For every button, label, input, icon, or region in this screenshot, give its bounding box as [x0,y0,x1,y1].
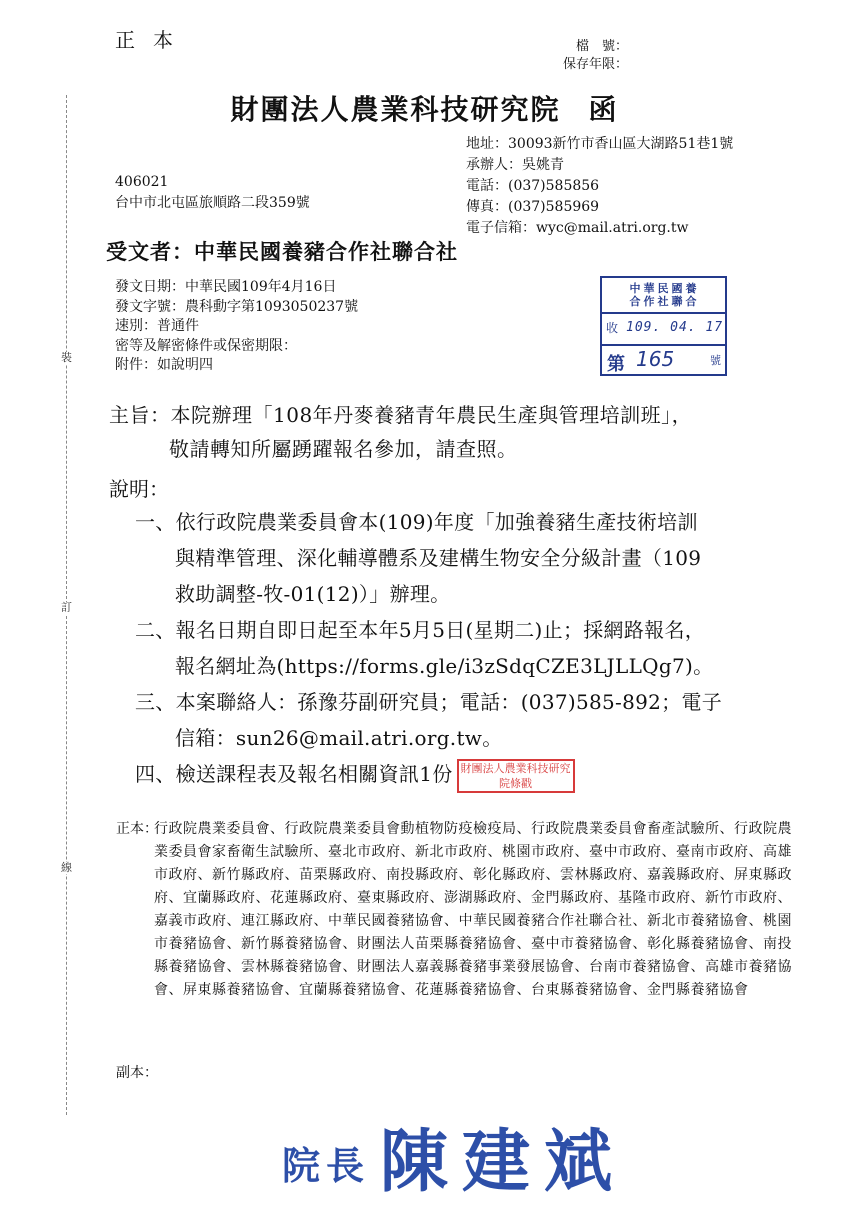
retention-period-label: 保存年限： [563,57,629,72]
distribution-text: 行政院農業委員會、行政院農業委員會動植物防疫檢疫局、行政院農業委員會畜產試驗所、行政院農業委員會家畜衛生試驗所、臺北市政府、新北市政府、桃園市政府、臺中市政府、臺南市政府、高雄市政府、新竹縣政府、苗栗縣政府、南投縣政府、彰化縣政府、雲林縣政府、嘉義縣政府、屏東縣政府、宜蘭縣政府、花蓮縣政府、臺東縣政府、澎湖縣政府、金門縣政府、基隆市政府、新竹市政府、嘉義市政府、連江縣政府、中華民國養豬協會、中華民國養豬合作社聯合社、新北市養豬協會、桃園市養豬協會、新竹縣養豬協會、財團法人苗栗縣養豬協會、臺中市養豬協會、彰化縣養豬協會、南投縣養豬協會、雲林縣養豬協會、財團法人嘉義縣養豬事業發展協會、台南市養豬協會、高雄市養豬協會、屏東縣養豬協會、宜蘭縣養豬協會、花蓮縣養豬協會、台東縣養豬協會、金門縣養豬協會 [154,821,792,998]
phone: 電話：(037)585856 [466,178,600,194]
contact-block [466,134,733,239]
signature-stamp [282,1108,626,1205]
organization-seal: 財團法人農業科技研究院條戳 [457,759,575,793]
received-stamp [600,276,727,376]
item-2-line-2: 報名網址為(https://forms.gle/i3zSdqCZE3LJLLQg7)。 [175,654,714,678]
stamp-number: 165 [636,347,675,371]
postal-code: 406021 [115,174,169,190]
item-1-line-1: 一、依行政院農業委員會本(109)年度「加強養豬生產技術培訓 [135,510,698,534]
email: 電子信箱：wyc@mail.atri.org.tw [466,220,689,236]
street-address: 台中市北屯區旅順路二段359號 [115,195,310,211]
stamp-org-line-2: 合作社聯合 [629,295,700,308]
fax: 傳真：(037)585969 [466,199,600,215]
stamp-number-label: 第 [607,354,625,375]
subject-line-1: 主旨：本院辦理「108年丹麥養豬青年農民生產與管理培訓班」， [109,403,693,427]
recipient-address [115,172,310,214]
stamp-date: 109. 04. 17 [626,320,724,335]
binding-mark-xian: 線 [61,861,72,874]
attachment: 附件：如說明四 [115,357,213,373]
item-3-line-2: 信箱：sun26@mail.atri.org.tw。 [175,726,503,750]
item-3-line-1: 三、本案聯絡人：孫豫芬副研究員；電話：(037)585-892；電子 [135,690,723,714]
stamp-hao: 號 [710,354,721,367]
stamp-organization [606,282,723,308]
stamp-received-label: 收 [606,321,619,335]
document-number: 發文字號：農科動字第1093050237號 [115,298,359,315]
recipient: 受文者：中華民國養豬合作社聯合社 [106,239,458,264]
cc-label: 副本： [116,1065,158,1081]
handler: 承辦人：吳姚青 [466,157,564,173]
item-1-line-2: 與精準管理、深化輔導體系及建構生物安全分級計畫（109 [175,546,702,570]
signature-title: 院長 [282,1143,371,1188]
explanation-items [135,504,722,793]
secrecy-level: 密等及解密條件或保密期限： [115,337,297,354]
document-type: 函 [588,93,619,126]
explanation-item-3 [135,684,722,756]
archive-number-label: 檔 號： [576,39,629,54]
distribution-list [116,818,796,1002]
item-2-line-1: 二、報名日期自即日起至本年5月5日(星期二)止；採網路報名， [135,618,706,642]
item-4-line-1: 四、檢送課程表及報名相關資訊1份 [135,762,453,786]
issue-date: 發文日期：中華民國109年4月16日 [115,279,337,295]
binding-mark-ding: 訂 [61,601,72,614]
archive-info [563,38,628,74]
stamp-org-line-1: 中華民國養 [629,282,700,295]
sender-address: 地址：30093新竹市香山區大湖路51巷1號 [466,136,734,152]
subject [109,398,692,466]
explanation-item-4 [135,756,722,793]
explanation-item-1 [135,504,722,612]
item-1-line-3: 救助調整-牧-01(12)）」辦理。 [175,582,451,606]
explanation-item-2 [135,612,722,684]
delivery-speed: 速別：普通件 [115,318,199,334]
document-metadata [115,278,358,376]
copy-type-label: 正本 [115,28,191,52]
distribution-label: 正本： [116,821,158,837]
explanation-label: 說明： [109,477,169,501]
issuing-organization: 財團法人農業科技研究院 [230,93,561,126]
subject-line-2: 敬請轉知所屬踴躍報名參加，請查照。 [169,437,518,461]
signature-name: 陳建斌 [380,1122,627,1202]
binding-mark-zhuang: 裝 [61,351,72,364]
document-title [0,88,849,128]
